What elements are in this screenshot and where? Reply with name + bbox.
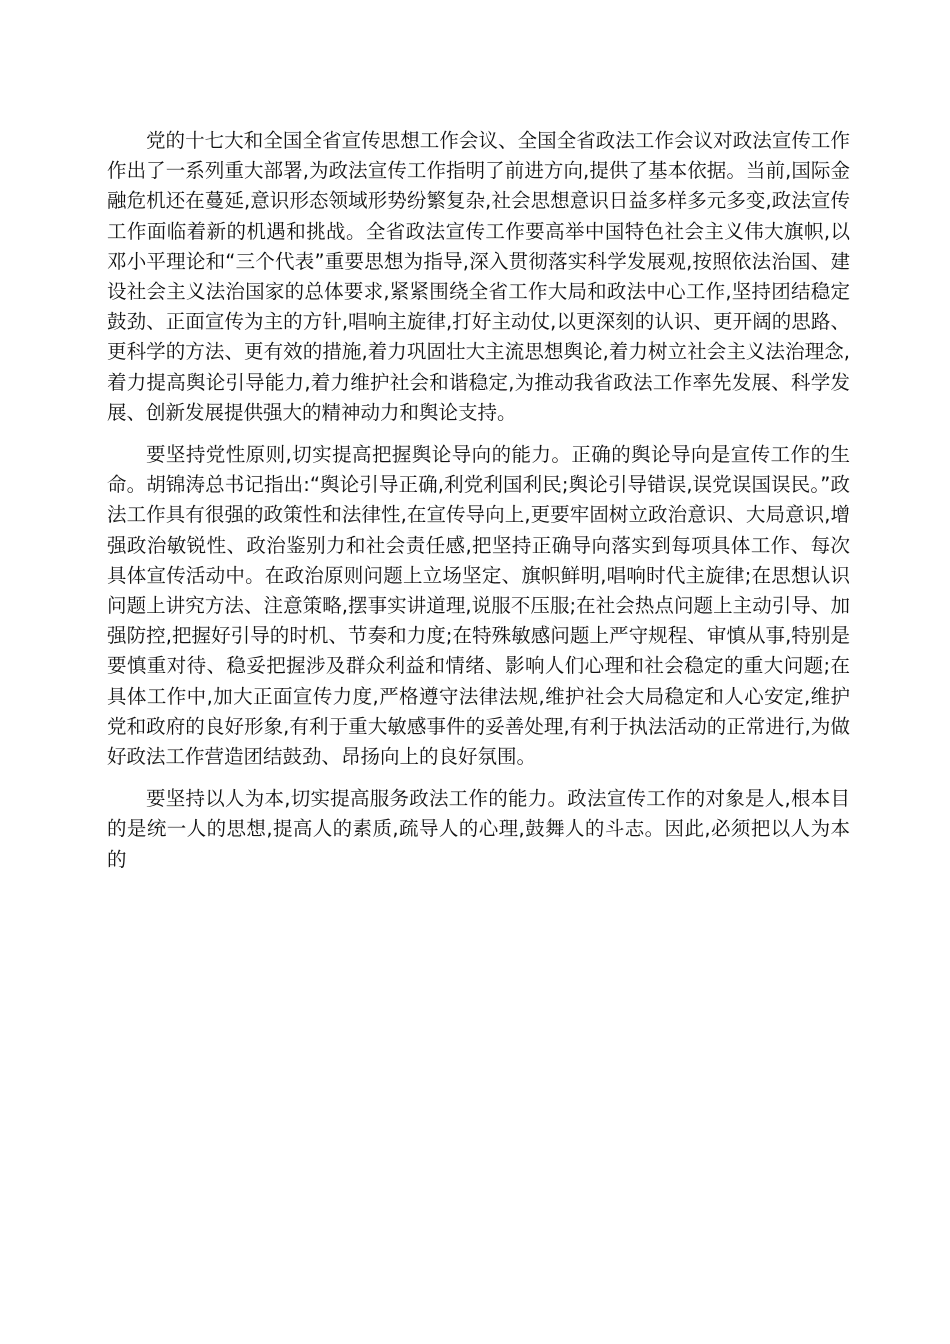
paragraph-1: 党的十七大和全国全省宣传思想工作会议、全国全省政法工作会议对政法宣传工作作出了一系列重大部署,为政法宣传工作指明了前进方向,提供了基本依据。当前,国际金融危机还在蔓延,意识形态领域形势纷繁复杂,社会思想意识日益多样多元多变,政法宣传工作面临着新的机遇和挑战。全省政法宣传工作要高举中国特色社会主义伟大旗帜,以邓小平理论和“三个代表”重要思想为指导,深入贯彻落实科学发展观,按照依法治国、建设社会主义法治国家的总体要求,紧紧围绕全省工作大局和政法中心工作,坚持团结稳定鼓劲、正面宣传为主的方针,唱响主旋律,打好主动仗,以更深刻的认识、更开阔的思路、更科学的方法、更有效的措施,着力巩固壮大主流思想舆论,着力树立社会主义法治理念,着力提高舆论引导能力,着力维护社会和谐稳定,为推动我省政法工作率先发展、科学发展、创新发展提供强大的精神动力和舆论支持。 [107, 129, 850, 424]
document-body [107, 126, 850, 875]
paragraph-2: 要坚持党性原则,切实提高把握舆论导向的能力。正确的舆论导向是宣传工作的生命。胡锦涛总书记指出:“舆论引导正确,利党利国利民;舆论引导错误,误党误国误民。”政法工作具有很强的政策性和法律性,在宣传导向上,更要牢固树立政治意识、大局意识,增强政治敏锐性、政治鉴别力和社会责任感,把坚持正确导向落实到每项具体工作、每次具体宣传活动中。在政治原则问题上立场坚定、旗帜鲜明,唱响时代主旋律;在思想认识问题上讲究方法、注意策略,摆事实讲道理,说服不压服;在社会热点问题上主动引导、加强防控,把握好引导的时机、节奏和力度;在特殊敏感问题上严守规程、审慎从事,特别是要慎重对待、稳妥把握涉及群众利益和情绪、影响人们心理和社会稳定的重大问题;在具体工作中,加大正面宣传力度,严格遵守法律法规,维护社会大局稳定和人心安定,维护党和政府的良好形象,有利于重大敏感事件的妥善处理,有利于执法活动的正常进行,为做好政法工作营造团结鼓劲、昂扬向上的良好氛围。 [107, 443, 850, 769]
paragraph-3: 要坚持以人为本,切实提高服务政法工作的能力。政法宣传工作的对象是人,根本目的是统一人的思想,提高人的素质,疏导人的心理,鼓舞人的斗志。因此,必须把以人为本的 [107, 787, 850, 871]
